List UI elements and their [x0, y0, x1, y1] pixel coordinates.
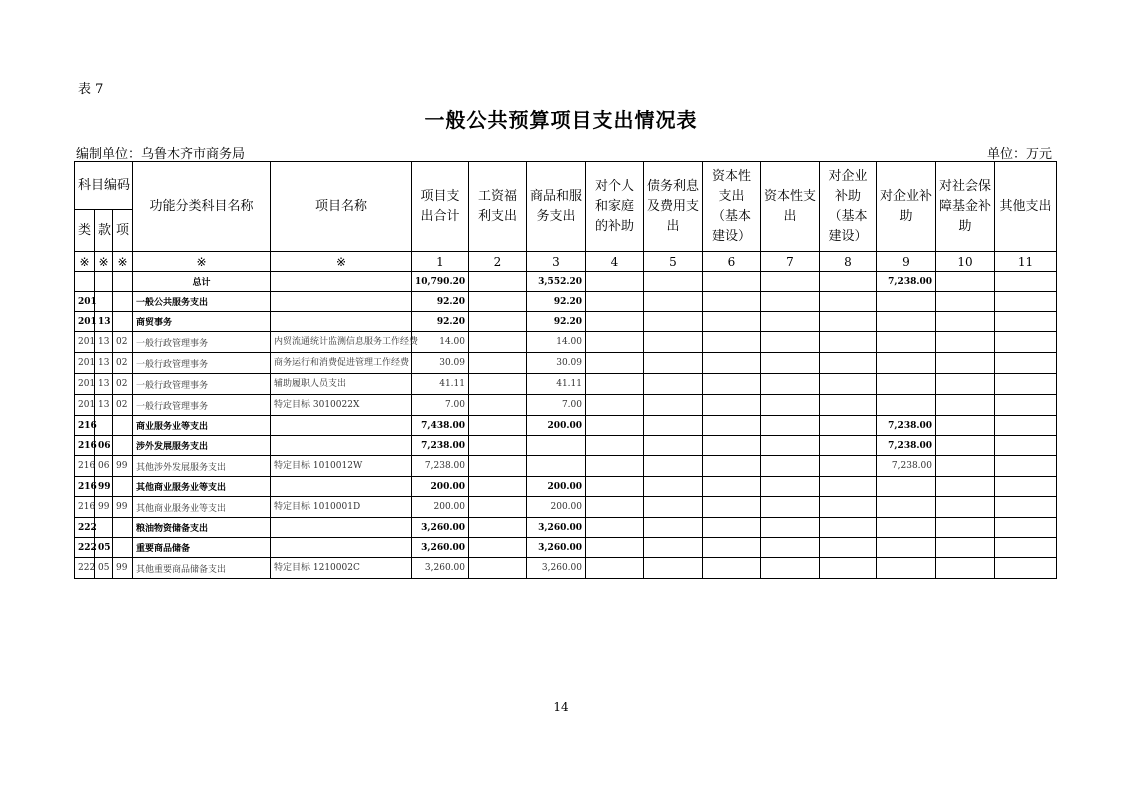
table-row — [75, 332, 1057, 353]
cell-func-name: 商贸事务 — [133, 312, 271, 332]
cell-value — [586, 558, 644, 579]
cell-value — [469, 416, 527, 436]
cell-value — [820, 436, 877, 456]
page-number: 14 — [553, 700, 569, 714]
cell-lei: 222 — [75, 518, 95, 538]
cell-lei — [75, 272, 95, 292]
cell-value — [995, 292, 1057, 312]
cell-value — [527, 456, 586, 477]
cell-value — [703, 436, 761, 456]
cell-value — [644, 497, 703, 518]
cell-value — [644, 518, 703, 538]
header-col-4: 对个人和家庭的补助 — [586, 162, 644, 252]
cell-func-name: 其他商业服务业等支出 — [133, 497, 271, 518]
header-xiang: 项 — [113, 210, 133, 252]
cell-value: 7,238.00 — [877, 272, 936, 292]
cell-value — [703, 332, 761, 353]
cell-value — [469, 518, 527, 538]
cell-xiang: 02 — [113, 395, 133, 416]
header-col-2: 工资福利支出 — [469, 162, 527, 252]
cell-value — [877, 332, 936, 353]
cell-value — [703, 395, 761, 416]
cell-xiang — [113, 436, 133, 456]
cell-lei: 216 — [75, 477, 95, 497]
cell-value — [644, 374, 703, 395]
cell-kuan: 13 — [95, 332, 113, 353]
table-row — [75, 272, 1057, 292]
cell-value — [586, 497, 644, 518]
cell-value — [469, 497, 527, 518]
cell-value — [761, 416, 820, 436]
cell-value — [761, 312, 820, 332]
index-row — [75, 252, 1057, 272]
cell-kuan: 99 — [95, 497, 113, 518]
cell-value — [936, 395, 995, 416]
cell-value — [820, 477, 877, 497]
cell-lei: 201 — [75, 312, 95, 332]
cell-value — [936, 272, 995, 292]
cell-value — [995, 436, 1057, 456]
cell-value — [761, 292, 820, 312]
cell-func-name: 一般行政管理事务 — [133, 332, 271, 353]
index-cell: ※ — [75, 252, 95, 272]
cell-value — [877, 558, 936, 579]
cell-func-name: 一般公共服务支出 — [133, 292, 271, 312]
header-lei: 类 — [75, 210, 95, 252]
index-cell: ※ — [113, 252, 133, 272]
cell-value — [936, 374, 995, 395]
cell-value — [936, 436, 995, 456]
cell-xiang: 99 — [113, 558, 133, 579]
cell-kuan: 06 — [95, 456, 113, 477]
cell-value — [936, 558, 995, 579]
cell-value — [761, 332, 820, 353]
cell-value: 30.09 — [527, 353, 586, 374]
header-col-10: 对社会保障基金补助 — [936, 162, 995, 252]
cell-value — [469, 477, 527, 497]
cell-value — [995, 272, 1057, 292]
header-col-5: 债务利息及费用支出 — [644, 162, 703, 252]
cell-xiang — [113, 477, 133, 497]
cell-project-name — [271, 292, 412, 312]
cell-value — [703, 272, 761, 292]
cell-value — [995, 416, 1057, 436]
header-col-7: 资本性支出 — [761, 162, 820, 252]
cell-value — [644, 272, 703, 292]
cell-value — [995, 353, 1057, 374]
cell-value — [586, 477, 644, 497]
cell-value — [820, 332, 877, 353]
budget-table — [74, 161, 1057, 579]
cell-value — [703, 497, 761, 518]
cell-lei: 216 — [75, 416, 95, 436]
cell-value — [761, 518, 820, 538]
cell-value — [469, 395, 527, 416]
cell-value: 200.00 — [527, 477, 586, 497]
cell-value — [995, 456, 1057, 477]
index-cell: 7 — [761, 252, 820, 272]
cell-value — [820, 395, 877, 416]
cell-value: 92.20 — [412, 292, 469, 312]
cell-value — [820, 292, 877, 312]
cell-project-name: 特定目标 1010012W — [271, 456, 412, 477]
cell-project-name — [271, 312, 412, 332]
cell-value — [644, 292, 703, 312]
cell-xiang: 99 — [113, 456, 133, 477]
cell-value — [586, 272, 644, 292]
cell-value — [936, 312, 995, 332]
cell-value — [586, 374, 644, 395]
cell-value — [877, 312, 936, 332]
cell-project-name — [271, 416, 412, 436]
cell-project-name: 特定目标 1210002C — [271, 558, 412, 579]
cell-kuan — [95, 272, 113, 292]
cell-value: 7.00 — [527, 395, 586, 416]
cell-project-name: 内贸流通统计监测信息服务工作经费 — [271, 332, 412, 353]
cell-func-name: 一般行政管理事务 — [133, 374, 271, 395]
cell-value — [995, 312, 1057, 332]
cell-kuan: 13 — [95, 395, 113, 416]
cell-value — [995, 518, 1057, 538]
cell-value — [586, 538, 644, 558]
cell-project-name: 商务运行和消费促进管理工作经费 — [271, 353, 412, 374]
cell-value: 200.00 — [527, 497, 586, 518]
cell-xiang — [113, 292, 133, 312]
cell-value — [644, 436, 703, 456]
cell-func-name: 粮油物资储备支出 — [133, 518, 271, 538]
cell-value: 7,238.00 — [877, 416, 936, 436]
cell-value — [936, 456, 995, 477]
cell-value — [877, 374, 936, 395]
cell-value — [469, 332, 527, 353]
header-project-name: 项目名称 — [271, 162, 412, 252]
cell-value — [877, 497, 936, 518]
cell-value — [761, 395, 820, 416]
index-cell: 6 — [703, 252, 761, 272]
cell-value: 41.11 — [527, 374, 586, 395]
cell-value — [644, 395, 703, 416]
cell-value — [703, 538, 761, 558]
index-cell: 11 — [995, 252, 1057, 272]
cell-value — [644, 353, 703, 374]
cell-value — [586, 518, 644, 538]
cell-value — [761, 456, 820, 477]
cell-value: 14.00 — [412, 332, 469, 353]
table-label: 表 7 — [78, 82, 104, 97]
cell-value — [469, 374, 527, 395]
cell-kuan — [95, 292, 113, 312]
table-row — [75, 436, 1057, 456]
cell-value — [995, 477, 1057, 497]
cell-xiang: 02 — [113, 353, 133, 374]
cell-value: 3,260.00 — [412, 538, 469, 558]
cell-value — [703, 456, 761, 477]
cell-value — [995, 374, 1057, 395]
cell-xiang: 99 — [113, 497, 133, 518]
cell-func-name: 其他商业服务业等支出 — [133, 477, 271, 497]
header-func-name: 功能分类科目名称 — [133, 162, 271, 252]
cell-value — [761, 497, 820, 518]
cell-value — [703, 518, 761, 538]
cell-value — [995, 558, 1057, 579]
cell-value — [820, 456, 877, 477]
index-cell: 8 — [820, 252, 877, 272]
cell-value — [820, 518, 877, 538]
cell-value — [761, 436, 820, 456]
cell-value — [703, 477, 761, 497]
cell-value — [469, 456, 527, 477]
cell-value: 7,238.00 — [877, 436, 936, 456]
table-row — [75, 538, 1057, 558]
cell-value — [877, 477, 936, 497]
cell-value — [877, 353, 936, 374]
cell-value — [586, 353, 644, 374]
cell-project-name — [271, 518, 412, 538]
cell-xiang — [113, 538, 133, 558]
cell-value — [469, 436, 527, 456]
index-cell: 2 — [469, 252, 527, 272]
cell-value: 10,790.20 — [412, 272, 469, 292]
cell-kuan: 13 — [95, 374, 113, 395]
cell-value — [761, 272, 820, 292]
cell-xiang: 02 — [113, 332, 133, 353]
cell-value — [936, 497, 995, 518]
table-row — [75, 518, 1057, 538]
cell-project-name: 辅助履职人员支出 — [271, 374, 412, 395]
cell-value: 92.20 — [527, 292, 586, 312]
header-kuan: 款 — [95, 210, 113, 252]
index-cell: 1 — [412, 252, 469, 272]
cell-xiang — [113, 272, 133, 292]
cell-value — [761, 353, 820, 374]
cell-value — [761, 538, 820, 558]
cell-value — [995, 497, 1057, 518]
table-row — [75, 558, 1057, 579]
index-cell: ※ — [133, 252, 271, 272]
cell-value — [820, 497, 877, 518]
index-cell: 9 — [877, 252, 936, 272]
cell-kuan: 06 — [95, 436, 113, 456]
cell-lei: 216 — [75, 497, 95, 518]
header-col-6: 资本性支出（基本建设） — [703, 162, 761, 252]
cell-project-name — [271, 272, 412, 292]
table-row — [75, 292, 1057, 312]
cell-lei: 201 — [75, 292, 95, 312]
cell-project-name — [271, 477, 412, 497]
cell-value — [703, 292, 761, 312]
page-title: 一般公共预算项目支出情况表 — [424, 108, 698, 132]
cell-value — [936, 416, 995, 436]
cell-value — [877, 538, 936, 558]
cell-project-name: 特定目标 3010022X — [271, 395, 412, 416]
cell-value — [703, 416, 761, 436]
cell-value — [586, 395, 644, 416]
cell-value — [644, 558, 703, 579]
cell-value — [936, 518, 995, 538]
compiling-unit: 编制单位：乌鲁木齐市商务局 — [76, 147, 246, 162]
cell-value — [995, 395, 1057, 416]
cell-kuan: 13 — [95, 353, 113, 374]
cell-value — [703, 374, 761, 395]
cell-func-name: 商业服务业等支出 — [133, 416, 271, 436]
index-cell: 4 — [586, 252, 644, 272]
cell-value — [586, 332, 644, 353]
cell-kuan — [95, 416, 113, 436]
cell-value — [469, 353, 527, 374]
cell-kuan — [95, 518, 113, 538]
cell-func-name: 涉外发展服务支出 — [133, 436, 271, 456]
table-row — [75, 374, 1057, 395]
cell-lei: 216 — [75, 436, 95, 456]
cell-value: 3,260.00 — [527, 518, 586, 538]
index-cell: ※ — [271, 252, 412, 272]
cell-project-name — [271, 538, 412, 558]
table-row — [75, 353, 1057, 374]
cell-value — [820, 538, 877, 558]
cell-value — [820, 558, 877, 579]
cell-value — [820, 374, 877, 395]
cell-func-name: 一般行政管理事务 — [133, 395, 271, 416]
cell-value — [586, 292, 644, 312]
cell-value — [936, 332, 995, 353]
cell-value — [527, 436, 586, 456]
cell-value: 7,238.00 — [412, 456, 469, 477]
cell-lei: 222 — [75, 558, 95, 579]
cell-value: 200.00 — [412, 477, 469, 497]
cell-value: 3,260.00 — [527, 538, 586, 558]
table-body — [75, 252, 1057, 579]
cell-value — [644, 312, 703, 332]
cell-value — [469, 272, 527, 292]
cell-kuan: 05 — [95, 538, 113, 558]
cell-lei: 201 — [75, 332, 95, 353]
cell-value: 7,238.00 — [412, 436, 469, 456]
cell-value: 3,260.00 — [527, 558, 586, 579]
cell-xiang — [113, 416, 133, 436]
cell-value — [877, 518, 936, 538]
cell-lei: 201 — [75, 374, 95, 395]
index-cell: 5 — [644, 252, 703, 272]
cell-func-name: 一般行政管理事务 — [133, 353, 271, 374]
cell-value — [469, 558, 527, 579]
cell-value — [995, 538, 1057, 558]
index-cell: 10 — [936, 252, 995, 272]
cell-value — [936, 353, 995, 374]
cell-kuan: 05 — [95, 558, 113, 579]
header-col-3: 商品和服务支出 — [527, 162, 586, 252]
cell-xiang: 02 — [113, 374, 133, 395]
header-col-11: 其他支出 — [995, 162, 1057, 252]
cell-value — [644, 332, 703, 353]
cell-value — [877, 292, 936, 312]
cell-value — [820, 272, 877, 292]
cell-value: 200.00 — [412, 497, 469, 518]
cell-lei: 201 — [75, 395, 95, 416]
cell-value — [761, 374, 820, 395]
cell-value: 14.00 — [527, 332, 586, 353]
cell-value — [820, 416, 877, 436]
cell-value: 92.20 — [527, 312, 586, 332]
cell-lei: 201 — [75, 353, 95, 374]
cell-value — [644, 538, 703, 558]
cell-value: 30.09 — [412, 353, 469, 374]
table-row — [75, 312, 1057, 332]
cell-value — [586, 312, 644, 332]
header-col-9: 对企业补助 — [877, 162, 936, 252]
cell-value — [469, 292, 527, 312]
cell-value — [644, 477, 703, 497]
cell-value: 3,260.00 — [412, 558, 469, 579]
cell-value — [936, 477, 995, 497]
cell-value — [469, 312, 527, 332]
cell-value — [703, 558, 761, 579]
cell-value — [586, 436, 644, 456]
cell-project-name: 特定目标 1010001D — [271, 497, 412, 518]
cell-value — [761, 477, 820, 497]
table-row — [75, 497, 1057, 518]
cell-value — [703, 312, 761, 332]
cell-value — [644, 456, 703, 477]
cell-value — [820, 353, 877, 374]
header-col-1: 项目支出合计 — [412, 162, 469, 252]
index-cell: 3 — [527, 252, 586, 272]
cell-value — [761, 558, 820, 579]
cell-value — [820, 312, 877, 332]
table-row — [75, 416, 1057, 436]
cell-value — [703, 353, 761, 374]
header-col-8: 对企业补助（基本建设） — [820, 162, 877, 252]
cell-func-name: 重要商品储备 — [133, 538, 271, 558]
cell-value: 3,260.00 — [412, 518, 469, 538]
cell-lei: 216 — [75, 456, 95, 477]
cell-xiang — [113, 518, 133, 538]
cell-value — [995, 332, 1057, 353]
cell-kuan: 99 — [95, 477, 113, 497]
cell-value: 7,438.00 — [412, 416, 469, 436]
table-row — [75, 456, 1057, 477]
cell-func-name: 其他涉外发展服务支出 — [133, 456, 271, 477]
cell-project-name — [271, 436, 412, 456]
cell-func-name: 总计 — [133, 272, 271, 292]
cell-value: 200.00 — [527, 416, 586, 436]
cell-value: 7.00 — [412, 395, 469, 416]
header-code-group: 科目编码 — [75, 162, 133, 210]
cell-value: 92.20 — [412, 312, 469, 332]
cell-value — [936, 538, 995, 558]
cell-func-name: 其他重要商品储备支出 — [133, 558, 271, 579]
cell-value — [586, 456, 644, 477]
cell-value: 7,238.00 — [877, 456, 936, 477]
cell-value — [877, 395, 936, 416]
cell-kuan: 13 — [95, 312, 113, 332]
table-row — [75, 395, 1057, 416]
index-cell: ※ — [95, 252, 113, 272]
cell-value — [586, 416, 644, 436]
cell-value: 3,552.20 — [527, 272, 586, 292]
cell-value — [469, 538, 527, 558]
currency-unit: 单位：万元 — [986, 147, 1052, 162]
cell-value: 41.11 — [412, 374, 469, 395]
cell-xiang — [113, 312, 133, 332]
cell-lei: 222 — [75, 538, 95, 558]
cell-value — [936, 292, 995, 312]
table-row — [75, 477, 1057, 497]
cell-value — [644, 416, 703, 436]
